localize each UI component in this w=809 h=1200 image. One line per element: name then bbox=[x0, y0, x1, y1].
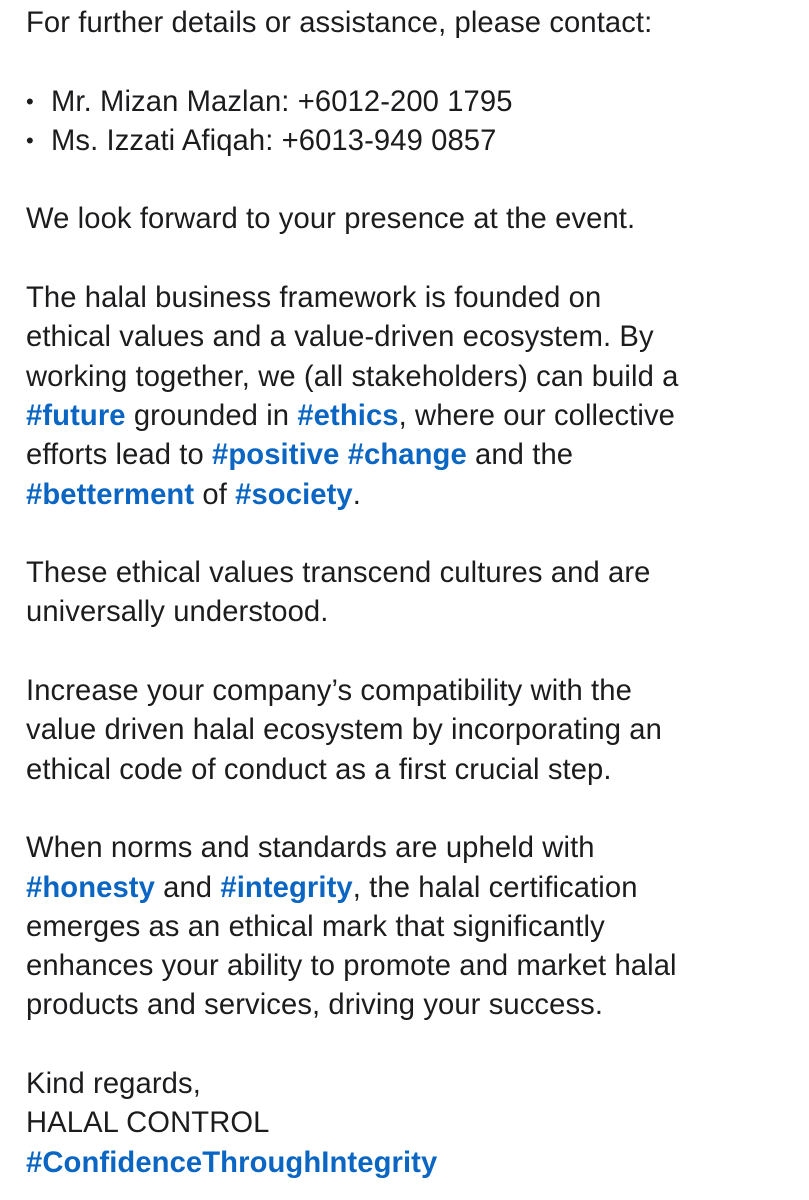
spacer bbox=[26, 43, 801, 82]
post-body bbox=[26, 4, 801, 1183]
hashtag-link[interactable]: #ConfidenceThroughIntegrity bbox=[26, 1146, 438, 1179]
paragraph-line: ethical values and a value-driven ecosystem. By bbox=[26, 321, 654, 354]
hashtag-link[interactable]: #betterment bbox=[26, 478, 195, 511]
text-span: of bbox=[194, 478, 236, 511]
spacer bbox=[26, 1026, 801, 1065]
text-span bbox=[339, 439, 347, 471]
contact-text: Ms. Izzati Afiqah: +6013-949 0857 bbox=[51, 124, 497, 157]
text-span: and the bbox=[466, 439, 574, 472]
hashtag-link[interactable]: #positive bbox=[212, 439, 340, 472]
signoff-hashtag bbox=[26, 1144, 801, 1183]
paragraph-line: universally understood. bbox=[26, 596, 329, 629]
bullet-icon: • bbox=[26, 88, 34, 114]
paragraph-line bbox=[26, 436, 801, 475]
contact-item bbox=[26, 122, 801, 161]
hashtag-link[interactable]: #change bbox=[347, 439, 467, 472]
paragraph-line: The halal business framework is founded on bbox=[26, 282, 602, 315]
look-forward-text: We look forward to your presence at the event. bbox=[26, 203, 636, 236]
text-span: efforts lead to bbox=[26, 439, 213, 472]
paragraph-line: emerges as an ethical mark that significantly bbox=[26, 910, 605, 943]
paragraph-line bbox=[26, 476, 801, 515]
signoff-regards: Kind regards, bbox=[26, 1068, 201, 1101]
hashtag-link[interactable]: #integrity bbox=[220, 871, 353, 904]
contact-item bbox=[26, 83, 801, 122]
hashtag-link[interactable]: #ethics bbox=[297, 399, 399, 432]
text-span: , the halal certification bbox=[352, 871, 638, 904]
paragraph-line: working together, we (all stakeholders) can build a bbox=[26, 360, 679, 393]
contact-text: Mr. Mizan Mazlan: +6012-200 1795 bbox=[51, 85, 513, 118]
paragraph-line: ethical code of conduct as a first crucial step. bbox=[26, 753, 612, 786]
paragraph-line: When norms and standards are upheld with bbox=[26, 832, 595, 865]
contact-intro: For further details or assistance, please contact: bbox=[26, 7, 653, 39]
paragraph-line: products and services, driving your success. bbox=[26, 989, 604, 1022]
spacer bbox=[26, 161, 801, 200]
hashtag-link[interactable]: #society bbox=[235, 478, 353, 511]
hashtag-link[interactable]: #honesty bbox=[26, 871, 155, 904]
paragraph-line: These ethical values transcend cultures and are bbox=[26, 557, 651, 590]
spacer bbox=[26, 515, 801, 554]
paragraph-line bbox=[26, 397, 801, 436]
spacer bbox=[26, 790, 801, 829]
paragraph-line: value driven halal ecosystem by incorporating an bbox=[26, 714, 662, 747]
hashtag-link[interactable]: #future bbox=[26, 399, 126, 432]
paragraph-line bbox=[26, 869, 801, 908]
bullet-icon: • bbox=[26, 127, 34, 153]
signoff-org: HALAL CONTROL bbox=[26, 1107, 270, 1140]
paragraph-line: Increase your company’s compatibility with the bbox=[26, 675, 632, 708]
text-span: , where our collective bbox=[398, 399, 675, 432]
spacer bbox=[26, 240, 801, 279]
paragraph-line: enhances your ability to promote and market halal bbox=[26, 950, 677, 983]
text-span: . bbox=[352, 478, 361, 511]
spacer bbox=[26, 633, 801, 672]
text-span: grounded in bbox=[125, 399, 298, 432]
text-span: and bbox=[154, 871, 221, 904]
